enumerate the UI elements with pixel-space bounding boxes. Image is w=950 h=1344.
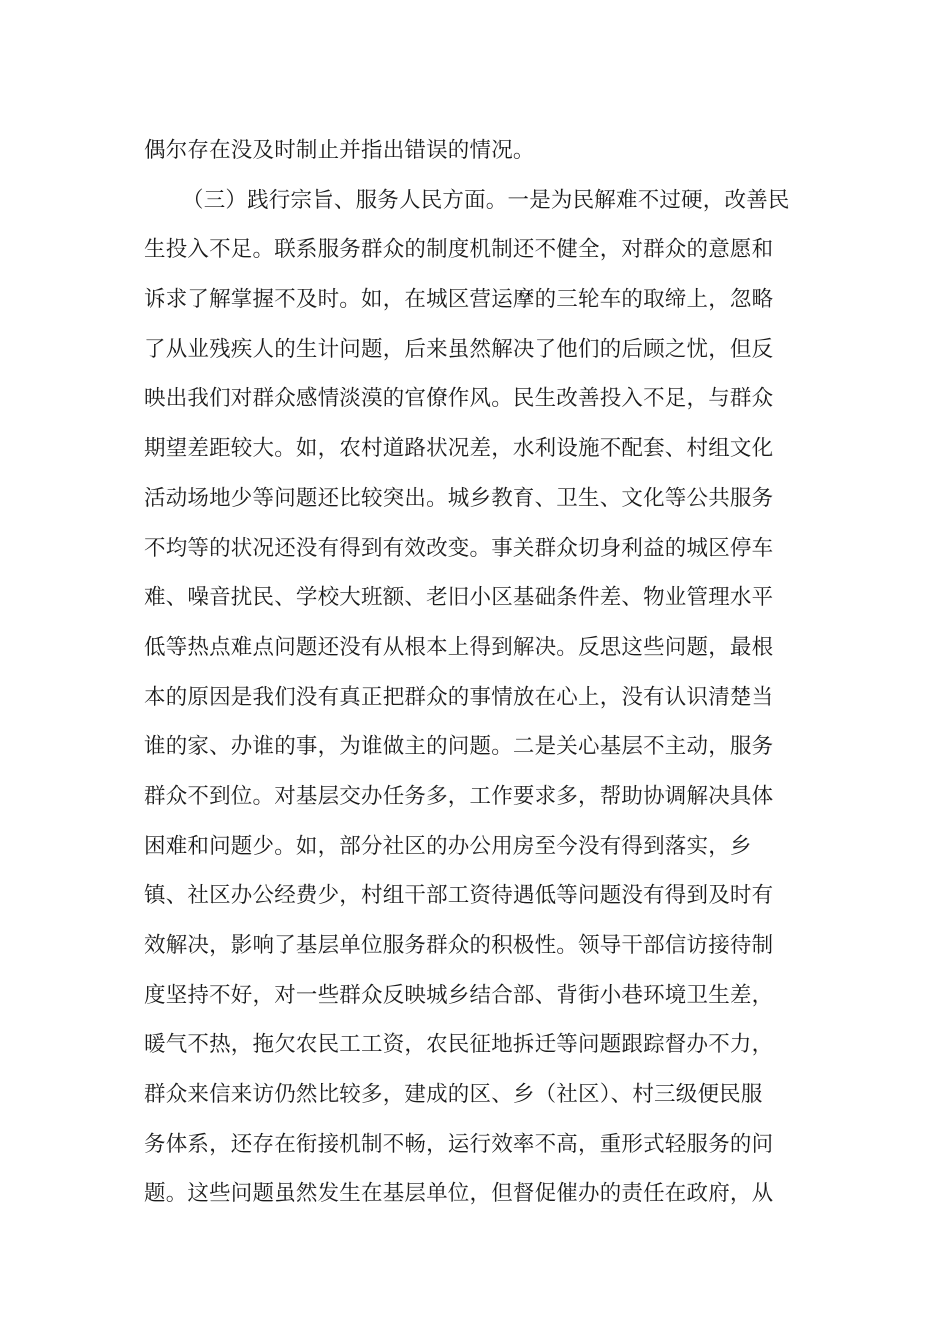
text-line: （三）践行宗旨、服务人民方面。一是为民解难不过硬，改善民 [182, 187, 790, 213]
text-line: 映出我们对群众感情淡漠的官僚作风。民生改善投入不足，与群众 [144, 386, 774, 412]
body-text [144, 126, 809, 1219]
text-line: 不均等的状况还没有得到有效改变。事关群众切身利益的城区停车 [144, 535, 774, 561]
text-line: 题。这些问题虽然发生在基层单位，但督促催办的责任在政府，从 [144, 1181, 774, 1207]
text-line: 本的原因是我们没有真正把群众的事情放在心上，没有认识清楚当 [144, 684, 774, 710]
text-line: 活动场地少等问题还比较突出。城乡教育、卫生、文化等公共服务 [144, 485, 774, 511]
text-line: 低等热点难点问题还没有从根本上得到解决。反思这些问题，最根 [144, 634, 774, 660]
text-line: 群众不到位。对基层交办任务多，工作要求多，帮助协调解决具体 [144, 783, 774, 809]
text-line: 暖气不热，拖欠农民工工资，农民征地拆迁等问题跟踪督办不力， [144, 1032, 774, 1058]
text-line: 诉求了解掌握不及时。如，在城区营运摩的三轮车的取缔上，忽略 [144, 287, 774, 313]
text-line: 谁的家、办谁的事，为谁做主的问题。二是关心基层不主动，服务 [144, 734, 774, 760]
text-line: 效解决，影响了基层单位服务群众的积极性。领导干部信访接待制 [144, 933, 774, 958]
text-line: 偶尔存在没及时制止并指出错误的情况。 [144, 138, 535, 163]
text-line: 期望差距较大。如，农村道路状况差，水利设施不配套、村组文化 [144, 436, 774, 462]
text-line: 务体系，还存在衔接机制不畅，运行效率不高，重形式轻服务的问 [144, 1131, 774, 1157]
text-line: 生投入不足。联系服务群众的制度机制还不健全，对群众的意愿和 [144, 237, 774, 263]
text-line: 度坚持不好，对一些群众反映城乡结合部、背街小巷环境卫生差， [144, 982, 774, 1008]
text-line: 难、噪音扰民、学校大班额、老旧小区基础条件差、物业管理水平 [144, 585, 774, 611]
text-line: 了从业残疾人的生计问题，后来虽然解决了他们的后顾之忧，但反 [144, 336, 774, 362]
text-line: 群众来信来访仍然比较多，建成的区、乡（社区）、村三级便民服 [144, 1082, 763, 1108]
text-line: 镇、社区办公经费少，村组干部工资待遇低等问题没有得到及时有 [144, 883, 774, 909]
text-line: 困难和问题少。如，部分社区的办公用房至今没有得到落实，乡 [144, 833, 752, 859]
